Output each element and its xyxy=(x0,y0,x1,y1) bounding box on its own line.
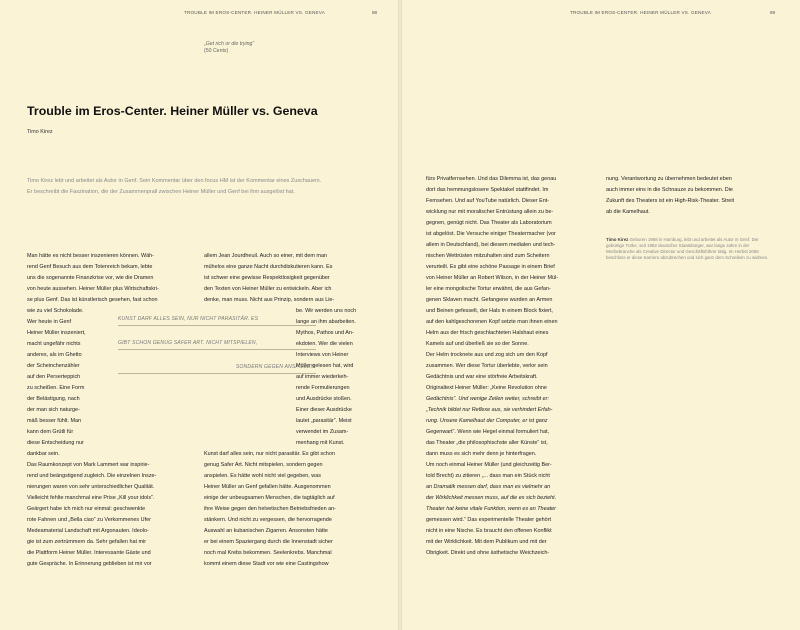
text-line: der Belästigung, nach xyxy=(27,396,80,402)
text-line: „Technik bildet nur Reflexe aus, sie verhindert Erfah- xyxy=(426,407,553,413)
pull-quote-rule xyxy=(118,373,316,374)
text-line: gute Gespräche. In Erinnerung geblieben ist mir vor xyxy=(27,561,152,567)
text-column-2-top xyxy=(204,251,376,306)
article-title: Trouble im Eros-Center. Heiner Müller vs. Geneva xyxy=(27,104,318,118)
text-line: ekdoten. Wer die vielen xyxy=(296,341,353,347)
text-line: mäß besser fühlt. Man xyxy=(27,418,82,424)
text-line: dort das hemmungslosere Spektakel stattfindet. Im xyxy=(426,187,549,193)
text-line: Helm aus der frisch geschlachteten Halshaut eines xyxy=(426,330,549,336)
text-line: rote Fahnen und „Bella ciao“ zu Verkommenes Ufer xyxy=(27,517,151,523)
text-line: Mythos, Pathos und An- xyxy=(296,330,354,336)
text-line: die Plattform Heiner Müller. Interessante Gäste und xyxy=(27,550,151,556)
text-line: mühelos eine ganze Nacht durchdiskutieren kann. Es xyxy=(204,264,333,270)
text-line: Obrigkeit. Direkt und ohne ästhetische Weichzeich- xyxy=(426,550,550,556)
text-line: fürs Privatfernsehen. Und das Dilemma ist, das genau xyxy=(426,176,557,182)
text-line: auch immer eins in die Schnauze zu bekommen. Die xyxy=(606,187,733,193)
text-line: zusammen. Wer diese Tortur überlebte, verlor sein xyxy=(426,363,548,369)
text-line: und Ausdrücke stoßen. xyxy=(296,396,352,402)
left-page xyxy=(0,0,398,630)
text-line: Kamels auf und überließ sie so der Sonne. xyxy=(426,341,529,347)
text-line: an Dramatik messen darf, dass man es vielmehr an xyxy=(426,484,551,490)
epigraph-source: (50 Cents) xyxy=(204,48,229,54)
text-line: Gedächtnis“. Und wenige Zeilen weiter, schreibt er: xyxy=(426,396,550,402)
text-line: auf den Perserteppich xyxy=(27,374,81,380)
text-line: Wer heute in Genf xyxy=(27,319,72,325)
text-line: nung. Verantwortung zu übernehmen bedeutet eben xyxy=(606,176,732,182)
text-line: gegnen, genügt nicht. Das Theater als Laboratorium xyxy=(426,220,552,226)
text-line: wie zu viel Schokolade. xyxy=(27,308,84,314)
article-author: Timo Kirez xyxy=(27,129,53,135)
text-line: dankbar sein. xyxy=(27,451,60,457)
text-line: der man sich naturge- xyxy=(27,407,80,413)
text-line: ab die Kamelhaut. xyxy=(606,209,650,215)
text-line: Kunst darf alles sein, nur nicht parasitär. Es gibt schon xyxy=(204,451,335,457)
text-line: Der Helm trocknete aus und zog sich um den Kopf xyxy=(426,352,548,358)
text-line: verwendet im Zusam- xyxy=(296,429,349,435)
text-line: er bei einem Spaziergang durch die Innenstadt sicher xyxy=(204,539,333,545)
text-line: ist abgelöst. Die Versuche einiger Theatermacher (vor xyxy=(426,231,556,237)
text-line: der Wirklichkeit messen muss, auf die es sich bezieht. xyxy=(426,495,557,501)
text-column-2-bottom xyxy=(204,449,376,570)
text-line: Originaltext Heiner Müller: „Keine Revolution ohne xyxy=(426,385,547,391)
pull-quote-line: GIBT SCHON GENUG SAFER ART. NICHT MITSPIELEN, xyxy=(118,340,258,346)
text-line: gie ist zum zertrümmern da. Sehr gefallen hat mir xyxy=(27,539,147,545)
text-line: auf immer wiederkeh- xyxy=(296,374,349,380)
text-line: noch mal Krebs bekommen. Seelenkrebs. Manchmal xyxy=(204,550,332,556)
text-line: Müller gelesen hat, wird xyxy=(296,363,354,369)
text-line: Heiner Müller an Genf gefallen hätte. Ausgenommen xyxy=(204,484,331,490)
running-header: TROUBLE IM EROS-CENTER. HEINER MÜLLER VS. GENEVA xyxy=(184,10,325,15)
page-number: 88 xyxy=(372,10,378,15)
author-bio xyxy=(606,237,778,261)
text-line: stänkern. Und nicht zu vergessen, die hervorragende xyxy=(204,517,332,523)
text-line: zu scheißen. Eine Form xyxy=(27,385,85,391)
text-line: macht ungefähr nichts xyxy=(27,341,81,347)
lead-line: Timo Kirez lebt und arbeitet als Autor in Genf. Sein Kommentar über den focus HM ist der Kommentar eines Zuschauers. xyxy=(27,178,322,184)
text-line: dann muss es sich mehr denn je hinterfragen. xyxy=(426,451,537,457)
text-line: ler eine mongolische Tortur erwähnt, die aus Gefan- xyxy=(426,286,551,292)
text-line: kommt einem diese Stadt vor wie eine Castingshow xyxy=(204,561,329,567)
text-line: rende Formulierungen xyxy=(296,385,350,391)
text-line: Geärgert habe ich mich nur einmal: geschwenkte xyxy=(27,506,146,512)
text-line: genug Safer Art. Nicht mitspielen, sondern gegen xyxy=(204,462,323,468)
text-column-3 xyxy=(426,174,598,559)
text-column-1-bottom xyxy=(27,460,197,570)
text-line: von heute aussehen. Heiner Müller plus Wirtschaftskri- xyxy=(27,286,159,292)
text-line: wicklung nur mit moralischer Entrüstung allein zu be- xyxy=(426,209,554,215)
text-line: lange an ihm abarbeiten. xyxy=(296,319,356,325)
text-line: allem Jean Jourdheuil. Auch so einer, mit dem man xyxy=(204,253,328,259)
text-line: lautet „parasitär“. Meist xyxy=(296,418,352,424)
pull-quote-rule xyxy=(118,325,316,326)
text-line: allem in Deutschland), bei diesem medialen und tech- xyxy=(426,242,556,248)
text-line: das Theater „die philosophischste aller Künste“ ist, xyxy=(426,440,548,446)
text-line: Auswahl an kubanischen Zigarren. Ansonsten hätte xyxy=(204,528,328,534)
text-column-2-narrow xyxy=(296,306,376,449)
page-number: 89 xyxy=(770,10,776,15)
text-line: ihre Weise gegen den helvetischen Betriebsfrieden an- xyxy=(204,506,336,512)
text-line: verurteilt. Es gibt eine schöne Passage in einem Brief xyxy=(426,264,555,270)
text-line: einige der unbeugsamen Menschen, die tagtäglich auf xyxy=(204,495,335,501)
text-line: Fernsehen. Und auf YouTube natürlich. Dieser Ent- xyxy=(426,198,550,204)
text-line: Gegenwart“. Wenn wie Hegel einmal formuliert hat, xyxy=(426,429,550,435)
text-line: Vielleicht fehlte manchmal eine Prise „Kill your idols“. xyxy=(27,495,155,501)
text-line: Theater hat keine vitale Funktion, wenn es an Theater xyxy=(426,506,556,512)
text-line: Um noch einmal Heiner Müller (und gleichzeitig Ber- xyxy=(426,462,552,468)
text-line: rung. Unsere Kamelhaut der Computer, er ist ganz xyxy=(426,418,548,424)
text-line: told Brecht) zu zitieren „... dass man ein Stück nicht xyxy=(426,473,550,479)
text-line: nischen Wettrüsten mitzuhalten sind zum Scheitern xyxy=(426,253,550,259)
text-column-1-narrow xyxy=(27,317,117,460)
text-line: Gedächtnis und war eine störfreie Arbeitskraft. xyxy=(426,374,538,380)
pull-quote-rule xyxy=(118,349,316,350)
text-column-1-top xyxy=(27,251,197,317)
text-line: anderes, als im Ghetto xyxy=(27,352,82,358)
epigraph-quote: „Get rich or die trying“ xyxy=(204,41,255,47)
text-line: Heiner Müller inszeniert, xyxy=(27,330,86,336)
text-line: ist schwer eine gewisse Respektlosigkeit gegenüber xyxy=(204,275,330,281)
text-line: Interviews von Heiner xyxy=(296,352,349,358)
text-line: rend Genf Besuch aus dem Totenreich bekam, lebte xyxy=(27,264,153,270)
text-line: se plus Genf. Das ist künstlerisch gesehen, fast schon xyxy=(27,297,158,303)
text-line: gemessen wird.“ Das experimentelle Theater gehört xyxy=(426,517,552,523)
text-line: von Heiner Müller an Robert Wilson, in der Heiner Mül- xyxy=(426,275,559,281)
text-line: Zukunft des Theaters ist ein High-Risk-Theater. Streit xyxy=(606,198,735,204)
text-line: nierungen waren von sehr unterschiedlicher Qualität. xyxy=(27,484,155,490)
lead-line: Er beschreibt die Faszination, die der Zusammenprall zwischen Heiner Müller und Genf bei ihm ausgelöst hat. xyxy=(27,189,295,195)
text-line: denke, man muss. Nicht aus Prinzip, sondern aus Lie- xyxy=(204,297,335,303)
text-line: mit der Wirklichkeit. Mit dem Publikum und mit der xyxy=(426,539,547,545)
pull-quote-line: KUNST DARF ALLES SEIN, NUR NICHT PARASITÄR. ES xyxy=(118,316,259,322)
text-line: Einer dieser Ausdrücke xyxy=(296,407,352,413)
text-line: der Scheinchenzähler xyxy=(27,363,80,369)
text-line: uns die sogenannte Finanzkrise vor, wie die Dramen xyxy=(27,275,154,281)
text-line: be. Wir werden uns noch xyxy=(296,308,357,314)
text-line: nicht in eine Nische. Es braucht den offenen Konflikt xyxy=(426,528,552,534)
running-header: TROUBLE IM EROS-CENTER. HEINER MÜLLER VS. GENEVA xyxy=(570,10,711,15)
text-column-4 xyxy=(606,174,780,218)
text-line: Medeamaterial Landschaft mit Argonauten. Ideolo- xyxy=(27,528,149,534)
bio-text: Geboren 1968 in Hamburg, lebt und arbeitet als Autor in Genf. Der gebürtige Türke, seit 1982 deutscher Staatsbürger, war lange Jahre in der Werbebranche als Creative Director und Geschäftsführer tätig. Im Herbst 2008 beschloss er diese Karriere abzubrechen und sich ganz dem Schreiben zu widmen. xyxy=(606,237,769,260)
epigraph xyxy=(204,41,254,55)
text-line: genen Sklaven macht. Gefangene wurden an Armen xyxy=(426,297,553,303)
lead-paragraph xyxy=(27,176,367,198)
text-line: rend und beängstigend zugleich. Die einzelnen Insze- xyxy=(27,473,157,479)
text-line: kann dem Grütli für xyxy=(27,429,74,435)
text-line: den Texten von Heiner Müller zu entwickeln. Aber ich xyxy=(204,286,332,292)
text-line: Man hätte es nicht besser inszenieren können. Wäh- xyxy=(27,253,154,259)
text-line: auf den kahlgeschorenen Kopf setzte man ihnen einen xyxy=(426,319,558,325)
text-line: anspielen. Es hätte wohl nicht viel gegeben, was xyxy=(204,473,321,479)
text-line: und Beinen gefesselt, der Hals in einem Block fixiert, xyxy=(426,308,553,314)
bio-name: Timo Kirez xyxy=(606,237,629,242)
text-line: menhang mit Kunst. xyxy=(296,440,345,446)
text-line: diese Entscheidung nur xyxy=(27,440,84,446)
pull-quote-line: SONDERN GEGEN ANSPIELEN. xyxy=(235,364,316,370)
text-line: Das Raumkonzept von Mark Lammert war inspirie- xyxy=(27,462,150,468)
